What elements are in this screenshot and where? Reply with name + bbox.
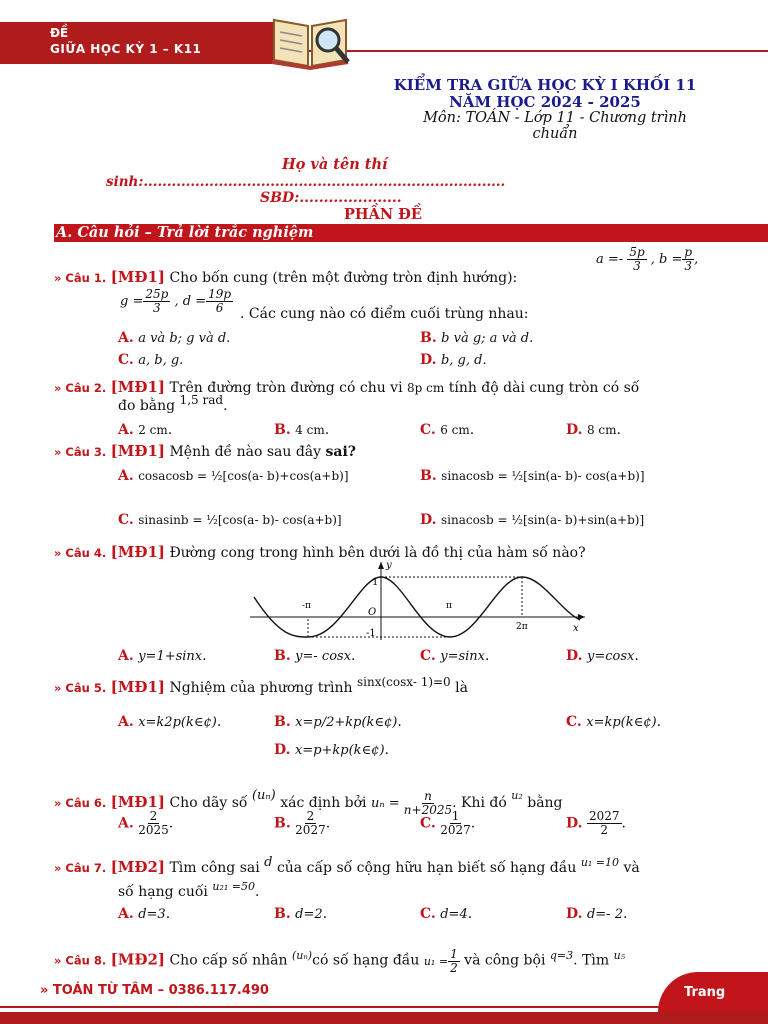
page-label: Trang <box>658 972 768 1012</box>
part-a-heading: A. Câu hỏi – Trả lời trắc nghiệm <box>54 224 768 242</box>
option-d[interactable]: D. y=cosx. <box>566 648 639 664</box>
section-title: PHẦN ĐỀ <box>344 206 422 223</box>
option-b[interactable]: B. 4 cm. <box>274 422 330 438</box>
option-c[interactable]: C. x=kp(k∈¢). <box>566 714 662 730</box>
question-7-line2: số hạng cuối $^{u_{21} =50}$. <box>118 880 260 900</box>
svg-text:1: 1 <box>372 577 379 588</box>
option-b[interactable]: B. sinacosb = ½[sin(a- b)- cos(a+b)] <box>420 468 645 484</box>
option-c[interactable]: C. a, b, g. <box>118 352 184 368</box>
sequence-formula: uₙ = $\frac{n}{n+2025}$ <box>370 789 453 817</box>
question-text: Cho bốn cung (trên một đường tròn định hướng): <box>169 270 518 286</box>
question-2: » Câu 2. [MĐ1] Trên đường tròn đường có chu vi 8p cm tính độ dài cung tròn có số <box>54 378 640 396</box>
question-6: » Câu 6. [MĐ1] Cho dãy số (uₙ) xác định bởi uₙ = $\frac{n}{n+2025}$ . Khi đó $^{u_2}$ bằng <box>54 788 563 817</box>
question-8: » Câu 8. [MĐ2] Cho cấp số nhân $^{(u_n)}$có số hạng đầu u₁ = $\frac{1}{2}$ và công bội $^{q=3}$. Tìm $^{u_5}$ <box>54 947 626 975</box>
option-c[interactable]: C. $\frac{1}{2027}$ . <box>420 809 476 837</box>
option-a[interactable]: A. y=1+sinx. <box>118 648 207 664</box>
option-a[interactable]: A. $\frac{2}{2025}$ . <box>118 809 174 837</box>
question-2-line2: đo bằng 1,5 rad. <box>118 393 228 414</box>
option-c[interactable]: C. sinasinb = ½[cos(a- b)- cos(a+b)] <box>118 512 342 528</box>
option-c[interactable]: C. y=sinx. <box>420 648 490 664</box>
svg-text:2π: 2π <box>516 622 528 632</box>
option-b[interactable]: B. y=- cosx. <box>274 648 356 664</box>
sbd-line: SBD:..................... <box>260 190 402 206</box>
option-d[interactable]: D. d=- 2. <box>566 906 628 922</box>
svg-text:π: π <box>446 601 452 611</box>
option-d[interactable]: D. sinacosb = ½[sin(a- b)+sin(a+b)] <box>420 512 645 528</box>
question-level: [MĐ1] <box>110 268 166 286</box>
svg-text:x: x <box>573 623 579 634</box>
footer-bar <box>0 1012 768 1024</box>
option-d[interactable]: D. $\frac{2027}{2}$ . <box>566 809 626 837</box>
option-b[interactable]: B. b và g; a và d. <box>420 330 534 346</box>
svg-text:y: y <box>386 560 392 571</box>
option-d[interactable]: D. 8 cm. <box>566 422 621 438</box>
option-b[interactable]: B. $\frac{2}{2027}$ . <box>274 809 331 837</box>
svg-text:-1: -1 <box>366 628 376 639</box>
header-banner <box>0 22 278 64</box>
name-line: sinh:............................................................................. <box>106 174 506 190</box>
option-b[interactable]: B. d=2. <box>274 906 328 922</box>
option-a[interactable]: A. 2 cm. <box>118 422 173 438</box>
svg-text:-π: -π <box>302 601 311 611</box>
footer-contact: » TOÁN TỪ TÂM – 0386.117.490 <box>40 983 269 998</box>
name-label: Họ và tên thí <box>282 156 388 173</box>
option-a[interactable]: A. d=3. <box>118 906 171 922</box>
question-1 <box>54 268 517 286</box>
svg-text:O: O <box>368 607 377 618</box>
book-icon <box>268 6 352 74</box>
arcs-a-b: a =- $\frac{5p}{3}$ , b = $\frac{p}{3}$ , <box>596 245 699 273</box>
question-text-2: . Các cung nào có điểm cuối trùng nhau: <box>240 306 529 322</box>
option-c[interactable]: C. 6 cm. <box>420 422 475 438</box>
footer-rule <box>0 1006 768 1008</box>
option-b[interactable]: B. x=p/2+kp(k∈¢). <box>274 714 402 730</box>
exam-title: KIỂM TRA GIỮA HỌC KỲ I KHỐI 11 <box>393 76 697 94</box>
option-a[interactable]: A. a và b; g và d. <box>118 330 231 346</box>
arcs-g-d: g = $\frac{25p}{3}$ , d = $\frac{19p}{6}$ <box>120 287 232 315</box>
question-7: » Câu 7. [MĐ2] Tìm công sai d của cấp số cộng hữu hạn biết số hạng đầu $^{u_1 =10}$ và <box>54 855 640 876</box>
question-number: » Câu 1. <box>54 271 107 285</box>
subject-line: Môn: TOÁN - Lớp 11 - Chương trình chuẩn <box>423 110 687 142</box>
school-year: NĂM HỌC 2024 - 2025 <box>449 93 641 111</box>
question-5: » Câu 5. [MĐ1] Nghiệm của phương trình sinx(cosx- 1)=0 là <box>54 675 468 696</box>
question-4: » Câu 4. [MĐ1] Đường cong trong hình bên dưới là đồ thị của hàm số nào? <box>54 543 586 561</box>
option-d[interactable]: D. b, g, d. <box>420 352 487 368</box>
banner-line1: ĐỀ <box>50 26 69 40</box>
option-c[interactable]: C. d=4. <box>420 906 473 922</box>
option-d[interactable]: D. x=p+kp(k∈¢). <box>274 742 389 758</box>
sine-graph <box>250 560 590 642</box>
option-a[interactable]: A. x=k2p(k∈¢). <box>118 714 222 730</box>
question-3: » Câu 3. [MĐ1] Mệnh đề nào sau đây sai? <box>54 442 356 460</box>
banner-line2: GIỮA HỌC KỲ 1 – K11 <box>50 42 202 56</box>
option-a[interactable]: A. cosacosb = ½[cos(a- b)+cos(a+b)] <box>118 468 349 484</box>
